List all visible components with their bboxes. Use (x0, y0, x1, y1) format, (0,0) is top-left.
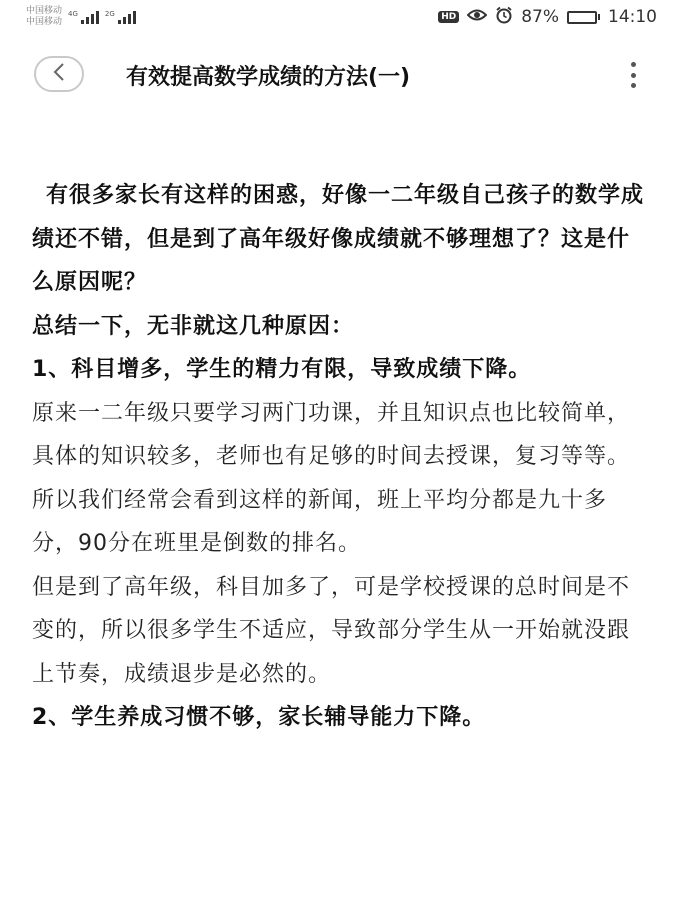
status-left (26, 6, 136, 28)
back-button[interactable] (34, 56, 84, 92)
chevron-left-icon (52, 62, 66, 86)
article-paragraph: 原来一二年级只要学习两门功课，并且知识点也比较简单，具体的知识较多，老师也有足够的时间去授课，复习等等。所以我们经常会看到这样的新闻，班上平均分都是九十多分，90分在班里是倒数的排名。 (32, 400, 631, 556)
carrier-1: 中国移动 (26, 6, 63, 16)
article-paragraph-intro: 有很多家长有这样的困惑，好像一二年级自己孩子的数学成绩还不错，但是到了高年级好像成绩就不够理想了？这是什么原因呢？ (32, 183, 645, 295)
status-bar (0, 0, 675, 34)
battery-icon (567, 11, 600, 24)
status-right (438, 6, 657, 29)
more-options-icon[interactable] (622, 58, 644, 92)
eye-icon (467, 7, 487, 27)
alarm-icon (495, 6, 513, 29)
hd-icon: HD (438, 11, 459, 23)
network-type-1: 4G (68, 10, 78, 18)
page-title: 有效提高数学成绩的方法(一) (126, 65, 411, 90)
clock-time: 14:10 (608, 7, 657, 27)
article-heading-1: 1、科目增多，学生的精力有限，导致成绩下降。 (32, 357, 532, 382)
article-paragraph: 但是到了高年级，科目加多了，可是学校授课的总时间是不变的，所以很多学生不适应，导致部分学生从一开始就没跟上节奏，成绩退步是必然的。 (32, 574, 631, 687)
network-type-2: 2G (104, 10, 115, 18)
signal-1-icon (68, 10, 99, 24)
article-paragraph-summary: 总结一下，无非就这几种原因： (32, 313, 355, 339)
carrier-2: 中国移动 (26, 17, 63, 27)
article-heading-2: 2、学生养成习惯不够，家长辅导能力下降。 (32, 705, 486, 730)
app-header (0, 44, 675, 108)
signal-2-icon (105, 10, 136, 24)
carrier-labels (26, 6, 62, 28)
article-body (32, 174, 647, 740)
battery-percent: 87% (521, 7, 559, 27)
